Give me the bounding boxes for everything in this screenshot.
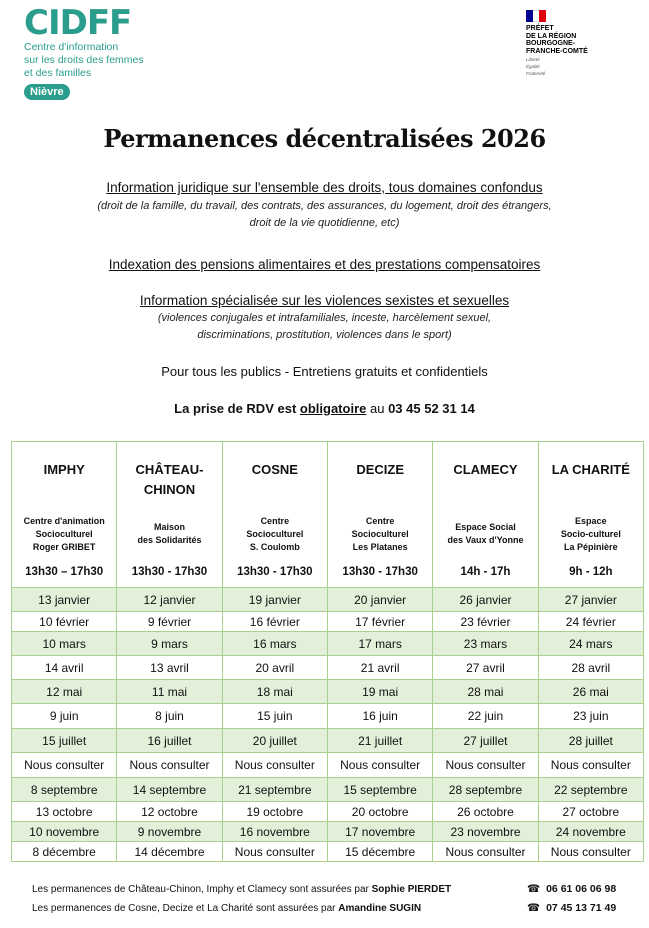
city-name: LA CHARITÉ xyxy=(551,462,630,477)
hours: 13h30 – 17h30 xyxy=(25,566,104,578)
date-cell: 20 juillet xyxy=(222,729,327,753)
phone-number: 07 45 13 71 49 xyxy=(546,902,617,914)
place-name xyxy=(330,506,430,562)
place-line: Socioculturel xyxy=(351,528,409,539)
date-cell: Nous consulter xyxy=(12,753,117,778)
date-cell: 13 octobre xyxy=(12,802,117,822)
date-cell: Nous consulter xyxy=(433,842,538,862)
header-la-charite xyxy=(538,442,643,588)
phone-icon: ☎ xyxy=(527,883,541,895)
logo-subtitle-3: et des familles xyxy=(24,67,92,79)
prefet-line-3: BOURGOGNE- xyxy=(526,40,575,47)
date-cell: 9 mars xyxy=(117,632,222,656)
rdv-line xyxy=(0,401,649,416)
date-cell: 10 mars xyxy=(12,632,117,656)
section-violences-detail-2: discriminations, prostitution, violences dans le sport) xyxy=(197,329,452,341)
prefet-motto-2: Égalité xyxy=(526,64,540,69)
footer-text: Les permanences de Château-Chinon, Imphy et Clamecy sont assurées par xyxy=(32,884,369,895)
rdv-phone: 03 45 52 31 14 xyxy=(388,401,475,416)
table-row xyxy=(12,822,644,842)
prefet-motto-3: Fraternité xyxy=(526,71,546,76)
date-cell: 15 décembre xyxy=(327,842,432,862)
date-cell: 24 février xyxy=(538,612,643,632)
prefet-logo xyxy=(526,10,616,76)
place-line: Socioculturel xyxy=(35,528,93,539)
date-cell: Nous consulter xyxy=(117,753,222,778)
hours: 13h30 - 17h30 xyxy=(342,566,418,578)
date-cell: 27 janvier xyxy=(538,588,643,612)
date-cell: 17 février xyxy=(327,612,432,632)
prefet-line-1: PRÉFET xyxy=(526,25,554,32)
date-cell: 21 septembre xyxy=(222,778,327,802)
table-row xyxy=(12,729,644,753)
section-legal-heading: Information juridique sur l'ensemble des droits, tous domaines confondus xyxy=(106,180,543,195)
date-cell: 28 septembre xyxy=(433,778,538,802)
place-name xyxy=(541,506,641,562)
section-pensions-heading: Indexation des pensions alimentaires et des prestations compensatoires xyxy=(108,257,541,272)
date-cell: Nous consulter xyxy=(222,842,327,862)
section-pensions xyxy=(0,257,649,272)
date-cell: 15 juillet xyxy=(12,729,117,753)
city-name: IMPHY xyxy=(43,462,85,477)
date-cell: Nous consulter xyxy=(433,753,538,778)
date-cell: 12 mai xyxy=(12,680,117,704)
date-cell: 16 mars xyxy=(222,632,327,656)
date-cell: 8 juin xyxy=(117,704,222,729)
date-cell: 26 octobre xyxy=(433,802,538,822)
date-cell: 26 janvier xyxy=(433,588,538,612)
place-line: des Solidarités xyxy=(137,535,202,545)
date-cell: 20 janvier xyxy=(327,588,432,612)
date-cell: 21 juillet xyxy=(327,729,432,753)
date-cell: 28 avril xyxy=(538,656,643,680)
date-cell: 24 mars xyxy=(538,632,643,656)
date-cell: 9 février xyxy=(117,612,222,632)
place-line: Espace Social xyxy=(455,522,516,532)
date-cell: 17 novembre xyxy=(327,822,432,842)
date-cell: 16 juillet xyxy=(117,729,222,753)
date-cell: 18 mai xyxy=(222,680,327,704)
date-cell: 21 avril xyxy=(327,656,432,680)
hours: 9h - 12h xyxy=(569,566,613,578)
table-row xyxy=(12,680,644,704)
city-name: DECIZE xyxy=(356,462,404,477)
french-flag-icon xyxy=(526,10,546,22)
date-cell: 12 octobre xyxy=(117,802,222,822)
date-cell: 28 mai xyxy=(433,680,538,704)
page-title: Permanences décentralisées 2026 xyxy=(103,124,546,153)
cidff-logo xyxy=(24,3,184,110)
phone-icon: ☎ xyxy=(527,902,541,914)
date-cell: 22 juin xyxy=(433,704,538,729)
section-legal-detail-1: (droit de la famille, du travail, des contrats, des assurances, du logement, droit des étrangers, xyxy=(97,200,552,212)
date-cell: 14 septembre xyxy=(117,778,222,802)
place-line: Socioculturel xyxy=(246,528,304,539)
logo-subtitle-1: Centre d'information xyxy=(24,41,119,53)
table-row xyxy=(12,656,644,680)
date-cell: 19 janvier xyxy=(222,588,327,612)
table-row xyxy=(12,588,644,612)
section-violences-detail-1: (violences conjugales et intrafamiliales, inceste, harcèlement sexuel, xyxy=(157,312,492,324)
date-cell: 13 janvier xyxy=(12,588,117,612)
date-cell: 19 mai xyxy=(327,680,432,704)
header-chateau-chinon xyxy=(117,442,222,588)
date-cell: 15 septembre xyxy=(327,778,432,802)
date-cell: 20 octobre xyxy=(327,802,432,822)
date-cell: 27 avril xyxy=(433,656,538,680)
header-decize xyxy=(327,442,432,588)
date-cell: 23 novembre xyxy=(433,822,538,842)
footer-phone-2 xyxy=(527,902,616,914)
date-cell: 26 mai xyxy=(538,680,643,704)
date-cell: 16 février xyxy=(222,612,327,632)
date-cell: Nous consulter xyxy=(538,753,643,778)
city-name: COSNE xyxy=(251,462,298,477)
section-violences-heading: Information spécialisée sur les violences sexistes et sexuelles xyxy=(139,293,510,308)
footer-name: Sophie PIERDET xyxy=(371,884,452,895)
place-name xyxy=(119,506,219,562)
footer-line-1 xyxy=(32,884,451,895)
header-row xyxy=(12,442,644,588)
table-row xyxy=(12,632,644,656)
date-cell: 15 juin xyxy=(222,704,327,729)
place-line: S. Coulomb xyxy=(249,541,300,552)
date-cell: Nous consulter xyxy=(327,753,432,778)
section-legal-detail-2: droit de la vie quotidienne, etc) xyxy=(249,217,400,229)
footer-name: Amandine SUGIN xyxy=(338,903,422,914)
prefet-line-2: DE LA RÉGION xyxy=(526,32,577,40)
section-violences xyxy=(0,293,649,344)
logo-wordmark xyxy=(24,3,184,43)
date-cell: 27 octobre xyxy=(538,802,643,822)
rdv-mandatory: obligatoire xyxy=(299,401,367,416)
hours: 13h30 - 17h30 xyxy=(237,566,313,578)
date-cell: 23 juin xyxy=(538,704,643,729)
place-name xyxy=(14,506,114,562)
logo-text: CIDFF xyxy=(24,3,132,43)
date-cell: 22 septembre xyxy=(538,778,643,802)
date-cell: 9 novembre xyxy=(117,822,222,842)
date-cell: 9 juin xyxy=(12,704,117,729)
date-cell: 17 mars xyxy=(327,632,432,656)
date-cell: Nous consulter xyxy=(538,842,643,862)
header-clamecy xyxy=(433,442,538,588)
phone-number: 06 61 06 06 98 xyxy=(546,883,617,895)
place-line: des Vaux d'Yonne xyxy=(447,535,524,545)
date-cell: 20 avril xyxy=(222,656,327,680)
table-row xyxy=(12,612,644,632)
footer-text: Les permanences de Cosne, Decize et La Charité sont assurées par xyxy=(32,903,336,914)
date-rows xyxy=(12,588,644,862)
place-line: Centre xyxy=(365,515,395,526)
place-line: Centre d'animation xyxy=(23,515,105,526)
logo-subtitle-2: sur les droits des femmes xyxy=(24,54,144,66)
date-cell: 28 juillet xyxy=(538,729,643,753)
table-row xyxy=(12,753,644,778)
rdv-mid: au xyxy=(369,401,385,416)
date-cell: 13 avril xyxy=(117,656,222,680)
place-line: Socio-culturel xyxy=(560,528,621,539)
section-legal-info xyxy=(0,180,649,232)
table-row xyxy=(12,704,644,729)
date-cell: 16 juin xyxy=(327,704,432,729)
date-cell: 16 novembre xyxy=(222,822,327,842)
place-name xyxy=(225,506,325,562)
date-cell: 23 mars xyxy=(433,632,538,656)
place-line: Les Platanes xyxy=(352,541,408,552)
schedule-table xyxy=(11,441,644,862)
city-name: CHÂTEAU- CHINON xyxy=(135,462,204,497)
prefet-line-4: FRANCHE-COMTÉ xyxy=(526,47,588,55)
header-cosne xyxy=(222,442,327,588)
public-note: Pour tous les publics - Entretiens gratuits et confidentiels xyxy=(161,364,488,379)
date-cell: 14 avril xyxy=(12,656,117,680)
place-line: Espace xyxy=(575,515,607,526)
date-cell: 8 septembre xyxy=(12,778,117,802)
place-line: Maison xyxy=(153,522,185,532)
rdv-pre: La prise de RDV est xyxy=(174,401,297,416)
date-cell: Nous consulter xyxy=(222,753,327,778)
date-cell: 8 décembre xyxy=(12,842,117,862)
footer-line-2 xyxy=(32,903,421,914)
place-line: La Pépinière xyxy=(564,541,618,552)
hours: 14h - 17h xyxy=(460,566,511,578)
place-line: Centre xyxy=(260,515,290,526)
date-cell: 24 novembre xyxy=(538,822,643,842)
table-row xyxy=(12,802,644,822)
date-cell: 11 mai xyxy=(117,680,222,704)
date-cell: 27 juillet xyxy=(433,729,538,753)
place-name xyxy=(435,506,535,562)
date-cell: 14 décembre xyxy=(117,842,222,862)
date-cell: 23 février xyxy=(433,612,538,632)
date-cell: 12 janvier xyxy=(117,588,222,612)
hours: 13h30 - 17h30 xyxy=(131,566,208,578)
header-imphy xyxy=(12,442,117,588)
city-name: CLAMECY xyxy=(453,462,518,477)
footer-phone-1 xyxy=(527,883,616,895)
table-row xyxy=(12,778,644,802)
date-cell: 10 février xyxy=(12,612,117,632)
logo-badge: Nièvre xyxy=(24,84,70,100)
date-cell: 19 octobre xyxy=(222,802,327,822)
table-row xyxy=(12,842,644,862)
prefet-motto-1: Liberté xyxy=(526,57,540,62)
date-cell: 10 novembre xyxy=(12,822,117,842)
place-line: Roger GRIBET xyxy=(32,541,96,552)
